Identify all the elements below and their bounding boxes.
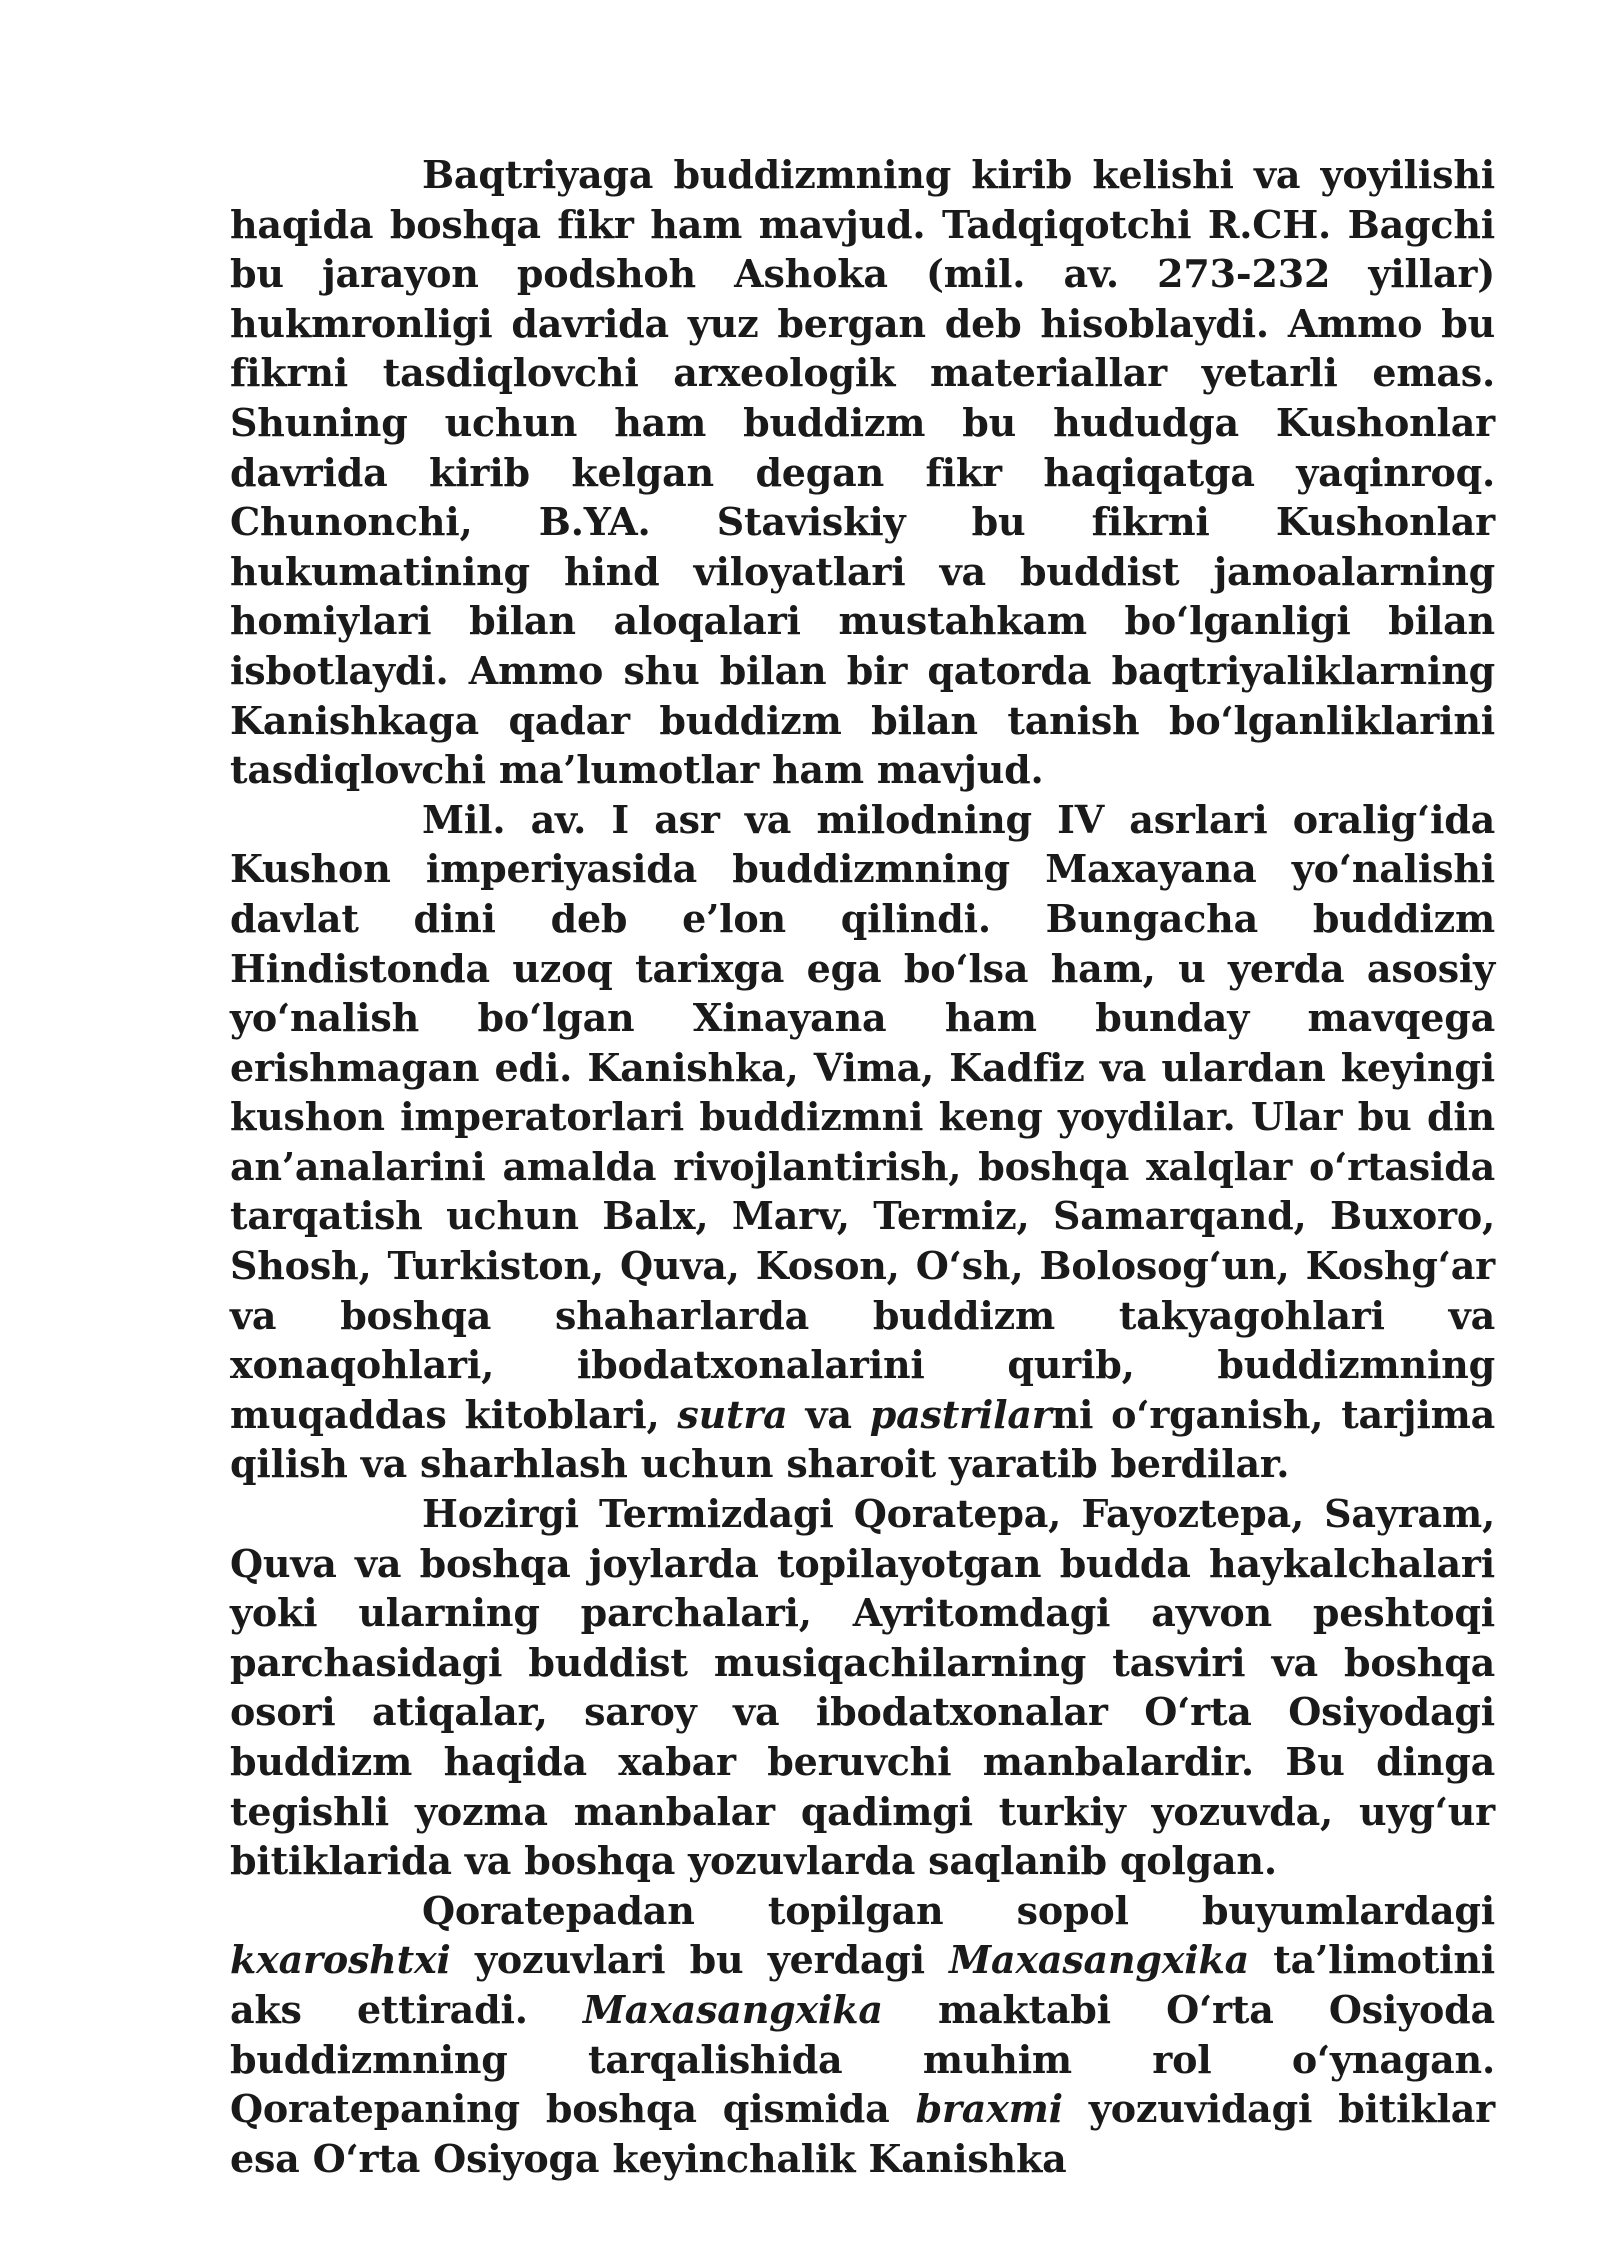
paragraph-2 [230, 795, 1495, 1489]
term-sutra: sutra [677, 1391, 788, 1437]
term-pastrilar: pastrilar [869, 1391, 1052, 1437]
paragraph-3-text: Hozirgi Termizdagi Qoratepa, Fayoztepa, Sayram, Quva va boshqa joylarda topilayotgan budda haykalchalari yoki ularning parchalari, Ayritomdagi ayvon peshtoqi parchasidagi buddist musiqachilarning tasviri va boshqa osori atiqalar, saroy va ibodatxonalar O‘rta Osiyodagi buddizm haqida xabar beruvchi manbalardir. Bu dinga tegishli yozma manbalar qadimgi turkiy yozuvda, uyg‘ur bitiklarida va boshqa yozuvlarda saqlanib qolgan. [230, 1491, 1495, 1884]
term-braxmi: braxmi [915, 2086, 1063, 2132]
document-page [230, 150, 1495, 2183]
paragraph-2-text: Mil. av. I asr va milodning IV asrlari oralig‘ida Kushon imperiyasida buddizmning Maxayana yo‘nalishi davlat dini deb e’lon qilindi. Bungacha buddizm Hindistonda uzoq tarixga ega bo‘lsa ham, u yerda asosiy yo‘nalish bo‘lgan Xinayana ham bunday mavqega erishmagan edi. Kanishka, Vima, Kadfiz va ulardan keyingi kushon imperatorlari buddizmni keng yoydilar. Ular bu din an’analarini amalda rivojlantirish, boshqa xalqlar o‘rtasida tarqatish uchun Balx, Marv, Termiz, Samarqand, Buxoro, Shosh, Turkiston, Quva, Koson, O‘sh, Bolosog‘un, Koshg‘ar va boshqa shaharlarda buddizm takyagohlari va xonaqohlari, ibodatxonalarini qurib, buddizmning muqaddas kitoblari, [230, 796, 1495, 1437]
paragraph-4 [230, 1886, 1495, 2184]
paragraph-1 [230, 150, 1495, 795]
paragraph-4-text: maktabi O‘rta Osiyoda buddizmning tarqalishida muhim rol o‘ynagan. Qoratepaning boshqa qismida [230, 1986, 1495, 2132]
paragraph-2-text: va [787, 1391, 870, 1437]
paragraph-1-text: Baqtriyaga buddizmning kirib kelishi va yoyilishi haqida boshqa fikr ham mavjud. Tadqiqotchi R.CH. Bagchi bu jarayon podshoh Ashoka (mil. av. 273-232 yillar) hukmronligi davrida yuz bergan deb hisoblaydi. Ammo bu fikrni tasdiqlovchi arxeologik materiallar yetarli emas. Shuning uchun ham buddizm bu hududga Kushonlar davrida kirib kelgan degan fikr haqiqatga yaqinroq. Chunonchi, B.YA. Staviskiy bu fikrni Kushonlar hukumatining hind viloyatlari va buddist jamoalarning homiylari bilan aloqalari mustahkam bo‘lganligi bilan isbotlaydi. Ammo shu bilan bir qatorda baqtriyaliklarning Kanishkaga qadar buddizm bilan tanish bo‘lganliklarini tasdiqlovchi ma’lumotlar ham mavjud. [230, 152, 1495, 793]
paragraph-3 [230, 1489, 1495, 1886]
paragraph-4-text: yozuvlari bu yerdagi [450, 1937, 950, 1983]
paragraph-4-text: yozuvidagi bitiklar esa O‘rta Osiyoga keyinchalik Kanishka [230, 2086, 1495, 2181]
paragraph-2-text: ni o‘rganish, tarjima qilish va sharhlash uchun sharoit yaratib berdilar. [230, 1391, 1495, 1487]
paragraph-4-text: ta’limotini aks ettiradi. [230, 1937, 1495, 2032]
term-kxaroshtxi: kxaroshtxi [230, 1937, 451, 1983]
term-maxasangxika: Maxasangxika [949, 1937, 1249, 1983]
term-maxasangxika: Maxasangxika [582, 1986, 883, 2032]
paragraph-4-text: Qoratepadan topilgan sopol buyumlardagi [422, 1887, 1495, 1933]
